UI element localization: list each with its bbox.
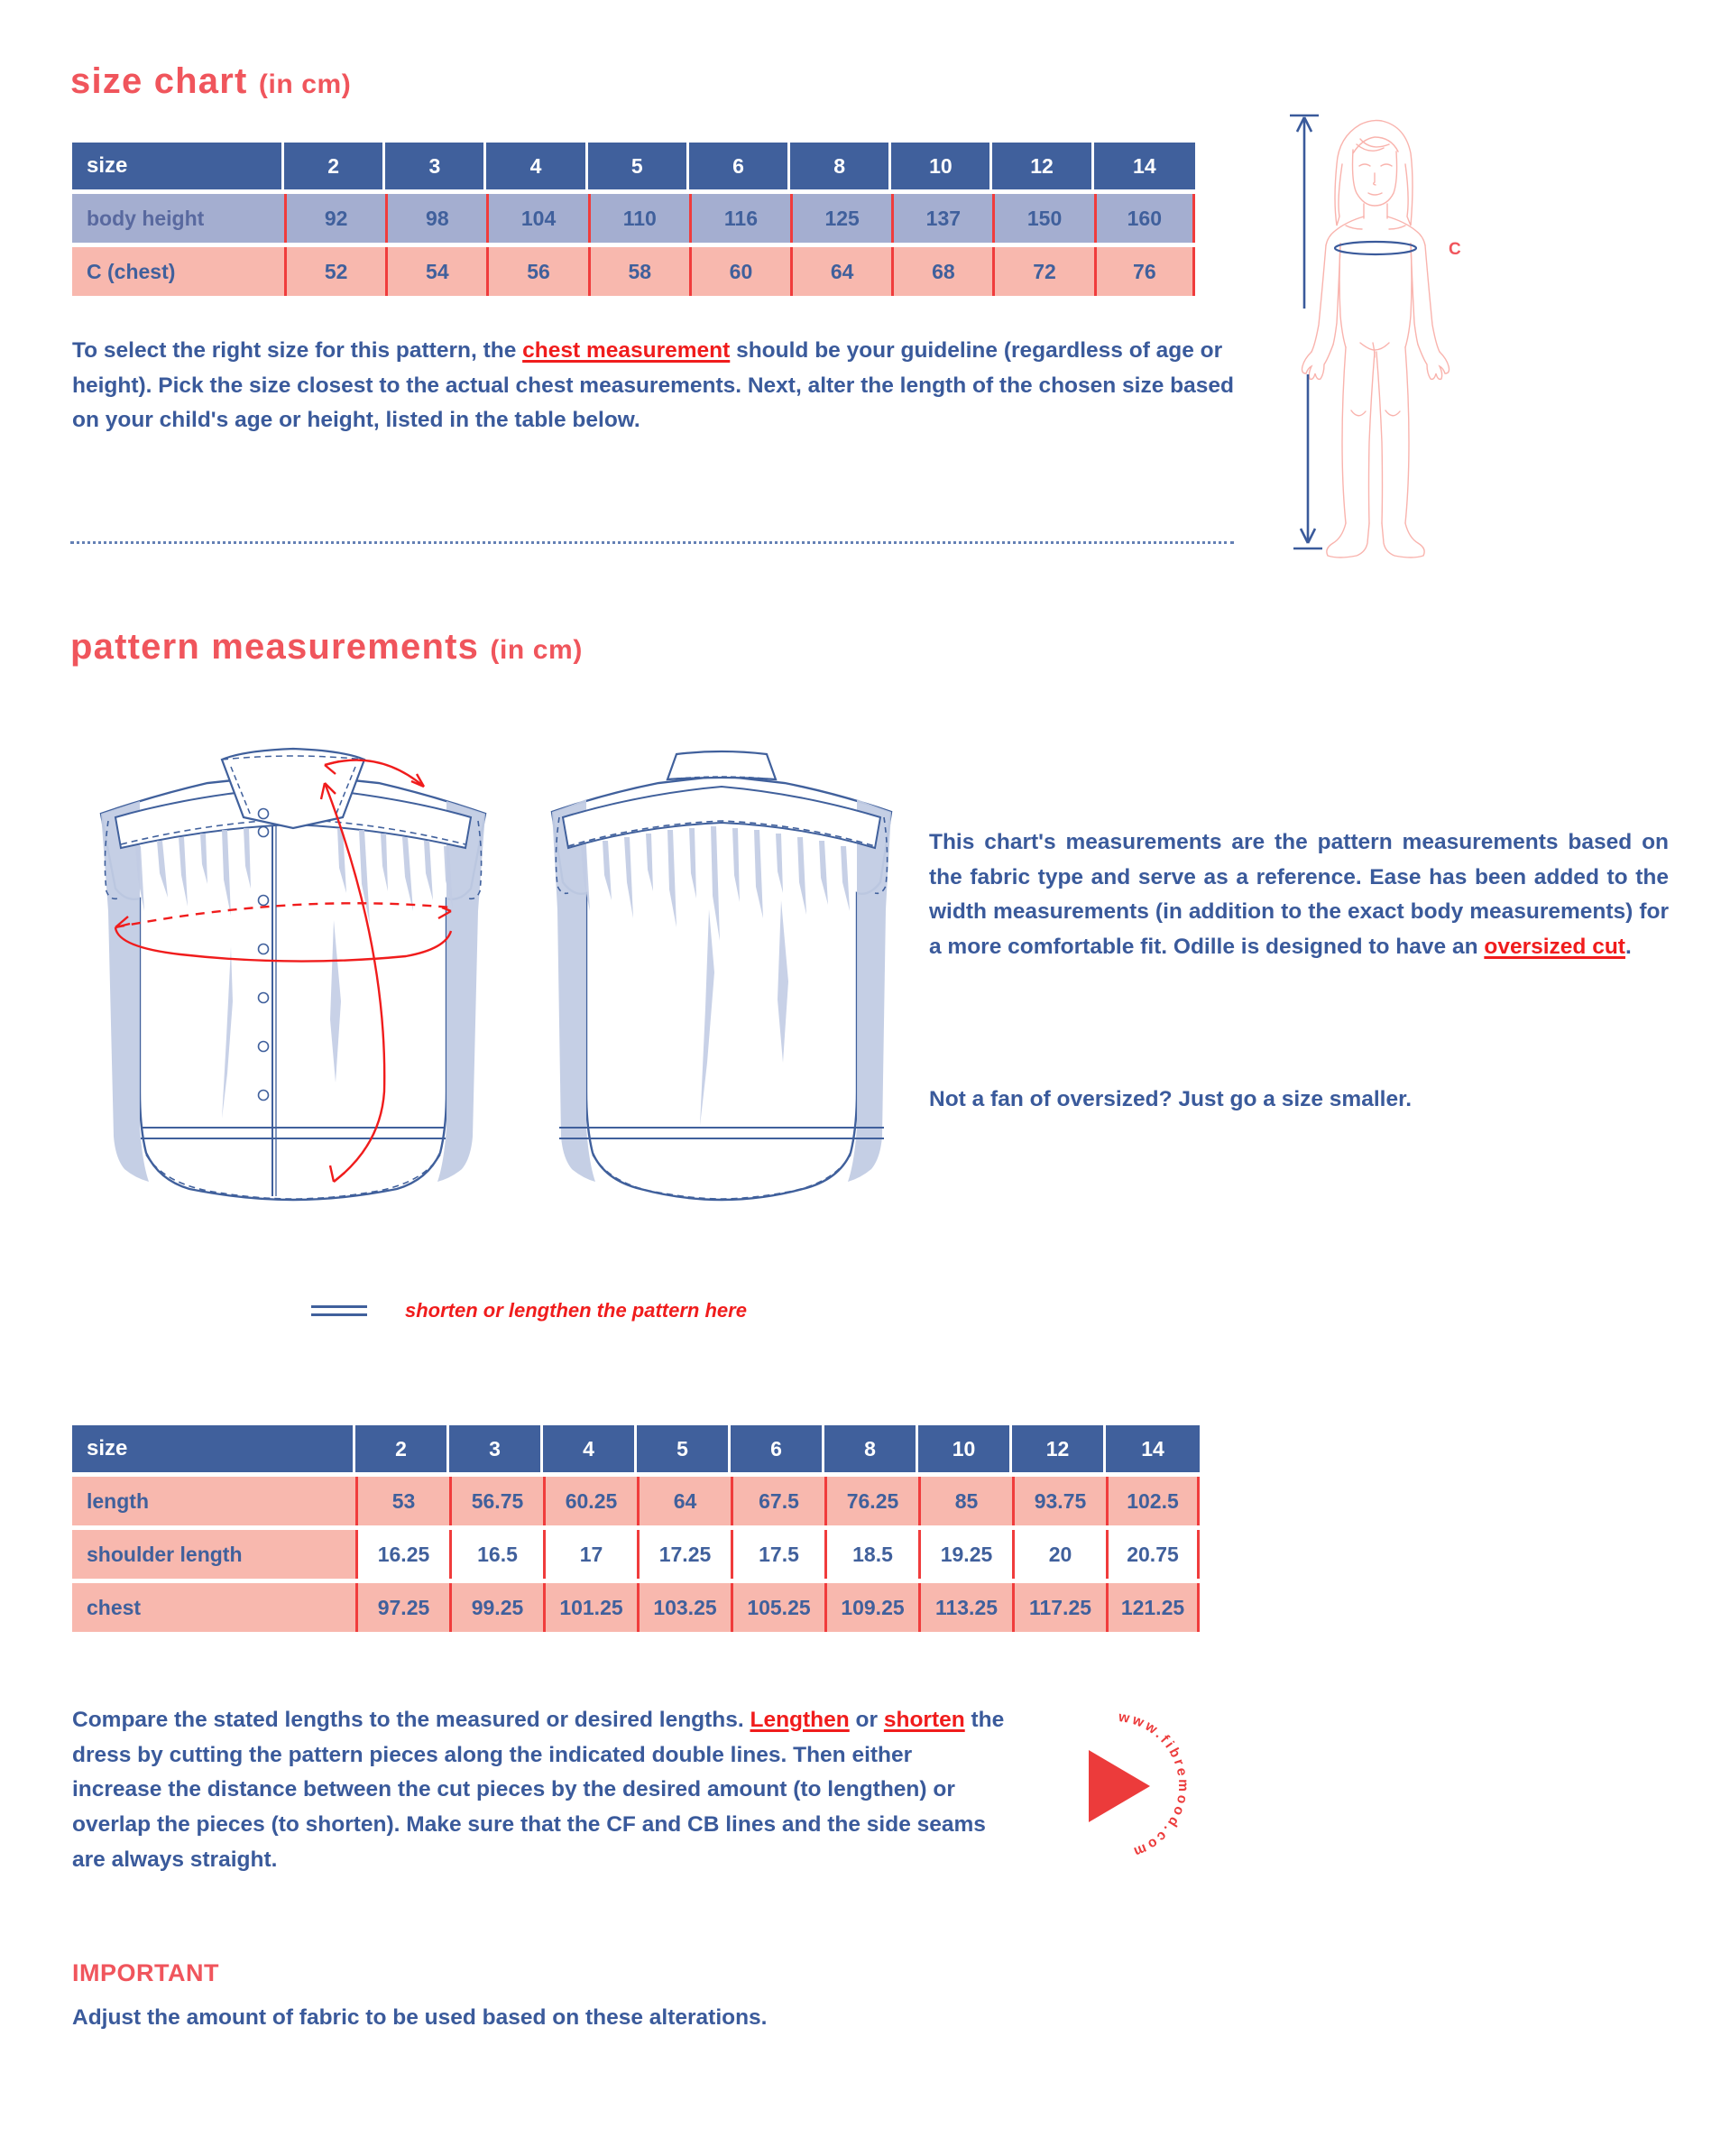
table-header-cell: 6 <box>689 143 790 189</box>
table-header-cell: 8 <box>824 1425 918 1472</box>
table-cell: 101.25 <box>543 1583 637 1632</box>
table-cell: 160 <box>1094 194 1195 243</box>
table-cell: 85 <box>918 1477 1012 1525</box>
table-cell: 60.25 <box>543 1477 637 1525</box>
table-cell: 99.25 <box>449 1583 543 1632</box>
table-header-cell: 14 <box>1094 143 1195 189</box>
table-cell: 64 <box>790 247 891 296</box>
table-cell: 121.25 <box>1106 1583 1200 1632</box>
table-cell: 19.25 <box>918 1530 1012 1579</box>
size-selection-paragraph <box>72 334 1249 438</box>
row-label: shoulder length <box>72 1530 355 1579</box>
paragraph-part-2: . <box>1624 935 1632 960</box>
chest-measurement-highlight: chest measurement <box>522 338 731 363</box>
table-row <box>72 194 1195 243</box>
table-header-size: size <box>72 143 284 189</box>
table-cell: 20.75 <box>1106 1530 1200 1579</box>
child-body-figure <box>1263 99 1488 573</box>
table-cell: 16.25 <box>355 1530 449 1579</box>
shirt-back-body <box>552 751 891 1200</box>
table-cell: 104 <box>486 194 587 243</box>
size-chart-heading-unit: (in cm) <box>258 69 352 99</box>
paragraph-part-2: the dress by cutting the pattern pieces along the indicated double lines. Then either increase the distance between the cut pieces by the desired amount (to lengthen) or overlap the pieces (to shorten). Make sure that the CF and CB lines and the side seams are always straight. <box>72 1708 1005 1872</box>
table-header-cell: 5 <box>588 143 689 189</box>
table-cell: 56 <box>486 247 587 296</box>
row-label: C (chest) <box>72 247 284 296</box>
table-cell: 103.25 <box>637 1583 731 1632</box>
paragraph-part-1: To select the right size for this pattern, the <box>72 338 523 363</box>
oversized-cut-highlight: oversized cut <box>1484 935 1625 960</box>
table-header-cell: 6 <box>731 1425 824 1472</box>
paragraph-mid-1: or <box>849 1708 884 1732</box>
shirt-back-illustration <box>532 738 911 1266</box>
lengthen-highlight: Lengthen <box>750 1708 850 1732</box>
body-outline <box>1302 121 1450 558</box>
table-cell: 105.25 <box>731 1583 824 1632</box>
size-chart-heading <box>70 61 351 102</box>
table-cell: 150 <box>992 194 1093 243</box>
pattern-measurements-table <box>72 1425 1200 1632</box>
table-header-size: size <box>72 1425 355 1472</box>
shirt-back-svg <box>532 738 911 1261</box>
table-cell: 52 <box>284 247 385 296</box>
fibremood-logo <box>1024 1696 1204 1881</box>
important-text: Adjust the amount of fabric to be used based on these alterations. <box>72 2005 768 2030</box>
pattern-measurements-heading <box>70 627 583 668</box>
table-cell: 98 <box>385 194 486 243</box>
table-header-cell: 4 <box>486 143 587 189</box>
row-label: length <box>72 1477 355 1525</box>
shirt-front-body <box>101 749 485 1200</box>
table-cell: 76 <box>1094 247 1195 296</box>
table-cell: 56.75 <box>449 1477 543 1525</box>
table-cell: 64 <box>637 1477 731 1525</box>
table-header-cell: 12 <box>1012 1425 1106 1472</box>
table-cell: 68 <box>891 247 992 296</box>
fibremood-logo-svg <box>1024 1696 1204 1876</box>
pattern-measurements-paragraph <box>929 825 1669 965</box>
logo-textpath: www.fibremood.com <box>1117 1709 1192 1861</box>
table-cell: 67.5 <box>731 1477 824 1525</box>
row-label: body height <box>72 194 284 243</box>
table-cell: 109.25 <box>824 1583 918 1632</box>
table-cell: 93.75 <box>1012 1477 1106 1525</box>
table-cell: 17.25 <box>637 1530 731 1579</box>
table-header-cell: 2 <box>355 1425 449 1472</box>
table-cell: 53 <box>355 1477 449 1525</box>
section-divider <box>70 541 1234 544</box>
shorten-lengthen-legend <box>311 1299 747 1322</box>
chest-measure-ellipse <box>1335 242 1416 254</box>
table-header-cell: 10 <box>891 143 992 189</box>
double-line-icon <box>311 1305 367 1316</box>
chest-label: C <box>1449 240 1461 259</box>
table-cell: 60 <box>689 247 790 296</box>
table-row <box>72 247 1195 296</box>
table-header-row <box>72 1425 1200 1472</box>
table-cell: 17.5 <box>731 1530 824 1579</box>
legend-label: shorten or lengthen the pattern here <box>405 1299 747 1322</box>
paragraph-part-2: should be your guideline (regardless of age or height). Pick the size closest to the actual chest measurements. Next, alter the length of the chosen size based on your child's age or height, listed in the table below. <box>72 338 1234 433</box>
table-cell: 17 <box>543 1530 637 1579</box>
table-cell: 72 <box>992 247 1093 296</box>
table-cell: 116 <box>689 194 790 243</box>
table-header-row <box>72 143 1195 189</box>
table-header-cell: 3 <box>385 143 486 189</box>
table-header-cell: 12 <box>992 143 1093 189</box>
table-cell: 137 <box>891 194 992 243</box>
table-header-cell: 3 <box>449 1425 543 1472</box>
size-chart-table <box>72 143 1195 296</box>
table-cell: 117.25 <box>1012 1583 1106 1632</box>
size-chart-heading-text: size chart <box>70 61 248 101</box>
play-triangle-icon <box>1089 1750 1150 1822</box>
table-cell: 97.25 <box>355 1583 449 1632</box>
table-cell: 92 <box>284 194 385 243</box>
shirt-front-illustration <box>63 731 541 1267</box>
table-header-cell: 8 <box>790 143 891 189</box>
table-cell: 76.25 <box>824 1477 918 1525</box>
table-header-cell: 2 <box>284 143 385 189</box>
child-figure-svg <box>1263 99 1488 568</box>
table-row <box>72 1583 1200 1632</box>
alterations-paragraph <box>72 1703 1006 1878</box>
shirt-front-svg <box>63 731 541 1263</box>
table-cell: 18.5 <box>824 1530 918 1579</box>
important-label: IMPORTANT <box>72 1959 219 1986</box>
table-cell: 58 <box>588 247 689 296</box>
table-row <box>72 1477 1200 1525</box>
table-header-cell: 10 <box>918 1425 1012 1472</box>
table-cell: 16.5 <box>449 1530 543 1579</box>
table-header-cell: 5 <box>637 1425 731 1472</box>
table-cell: 113.25 <box>918 1583 1012 1632</box>
table-cell: 125 <box>790 194 891 243</box>
row-label: chest <box>72 1583 355 1632</box>
oversized-note-paragraph: Not a fan of oversized? Just go a size smaller. <box>929 1087 1413 1111</box>
shorten-highlight: shorten <box>883 1708 965 1732</box>
table-row <box>72 1530 1200 1579</box>
pattern-measurements-heading-text: pattern measurements <box>70 627 480 667</box>
table-cell: 102.5 <box>1106 1477 1200 1525</box>
table-cell: 110 <box>588 194 689 243</box>
pattern-measurements-heading-unit: (in cm) <box>490 635 583 665</box>
table-cell: 54 <box>385 247 486 296</box>
table-cell: 20 <box>1012 1530 1106 1579</box>
table-header-cell: 14 <box>1106 1425 1200 1472</box>
paragraph-part-1: Compare the stated lengths to the measured or desired lengths. <box>72 1708 750 1732</box>
paragraph-part-1: This chart's measurements are the pattern measurements based on the fabric type and serve as a reference. Ease has been added to the width measurements (in addition to the exact body measurements) for a more comfortable fit. Odille is designed to have an <box>929 830 1669 960</box>
table-header-cell: 4 <box>543 1425 637 1472</box>
